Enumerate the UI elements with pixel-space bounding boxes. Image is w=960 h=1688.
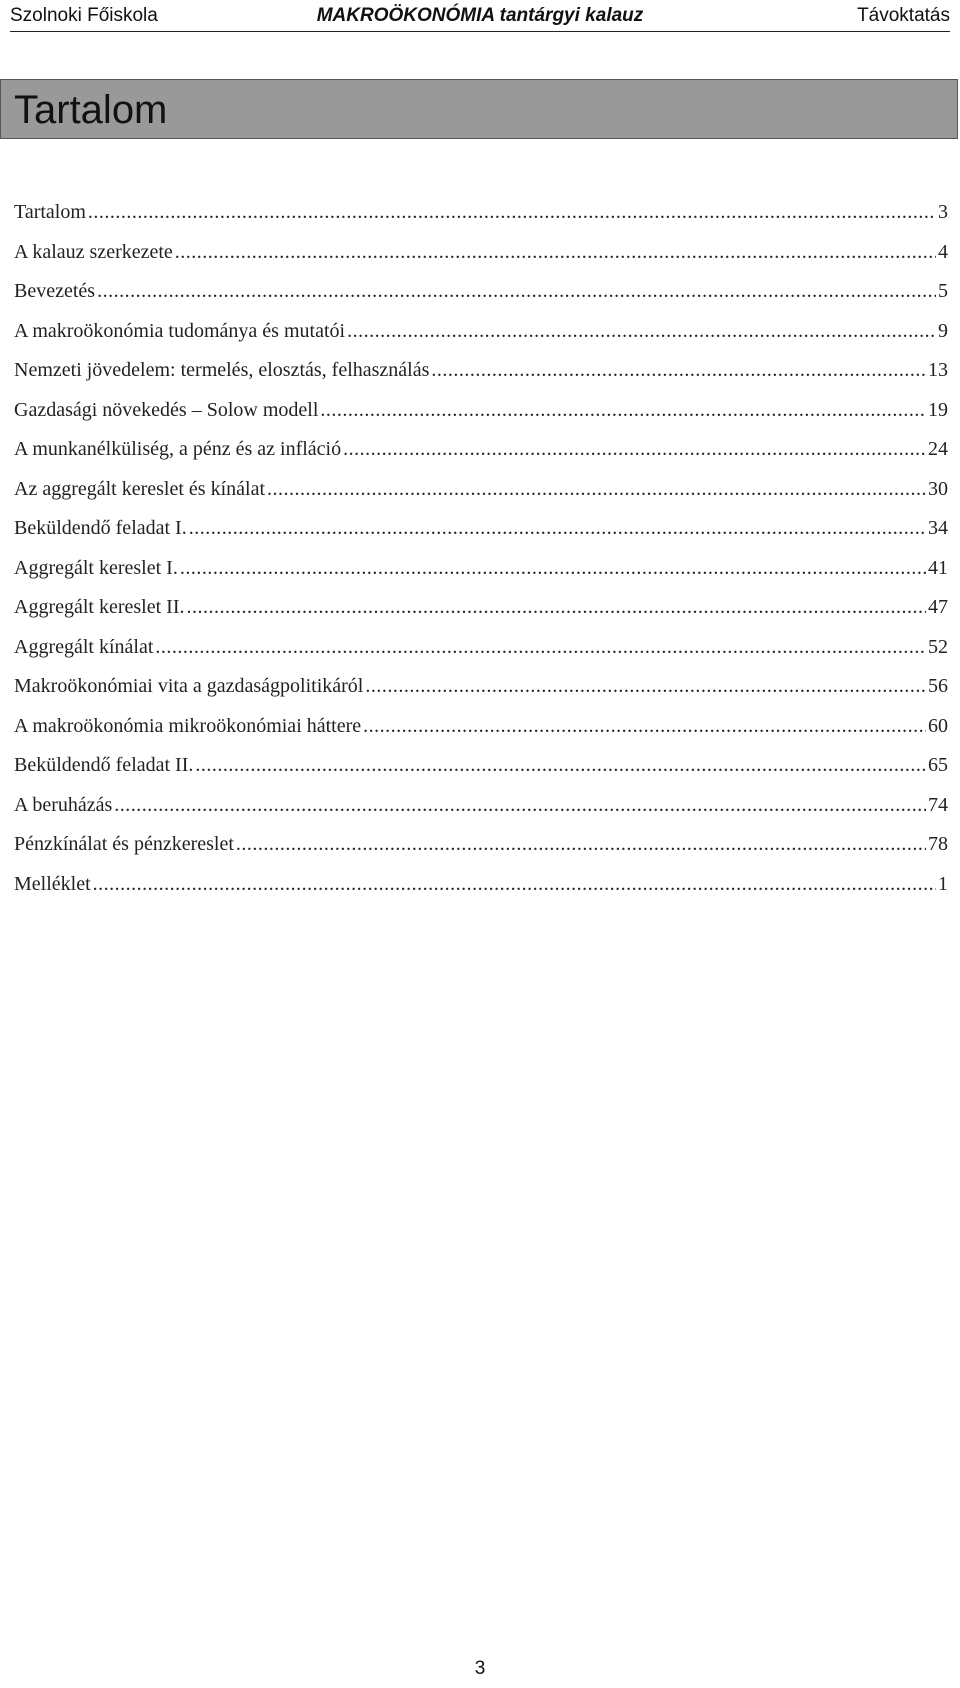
toc-entry[interactable] [14,707,948,747]
toc-entry-page: 74 [928,793,948,816]
toc-entry-label: Nemzeti jövedelem: termelés, elosztás, felhasználás [14,359,430,381]
toc-dot-leader [267,470,926,510]
toc-entry[interactable] [14,193,948,233]
toc-entry[interactable] [14,786,948,826]
toc-entry-label: Aggregált kereslet II. [14,596,185,618]
toc-entry-label: A munkanélküliség, a pénz és az infláció [14,438,342,460]
toc-entry[interactable] [14,351,948,391]
toc-entry[interactable] [14,509,948,549]
toc-dot-leader [189,509,926,549]
toc-dot-leader [363,707,926,747]
toc-entry[interactable] [14,746,948,786]
toc-entry-label: A kalauz szerkezete [14,240,173,263]
toc-entry-page: 3 [938,201,948,223]
toc-dot-leader [114,786,926,826]
toc-dot-leader [186,588,926,628]
toc-entry-label: A makroökonómia tudománya és mutatói [14,319,346,342]
toc-entry[interactable] [14,272,948,312]
toc-entry[interactable] [14,312,948,352]
toc-entry-label: Beküldendő feladat I. [14,517,187,539]
toc-entry-page: 34 [928,517,948,539]
toc-entry-page: 24 [928,438,948,460]
toc-dot-leader [88,193,936,233]
section-title-box [0,79,958,139]
toc-entry-page: 1 [938,872,948,895]
toc-entry[interactable] [14,628,948,668]
toc-dot-leader [431,351,926,391]
page-number: 3 [474,1658,486,1679]
toc-entry-label: Bevezetés [14,280,96,302]
toc-entry[interactable] [14,470,948,510]
header-course-title: MAKROÖKONÓMIA tantárgyi kalauz [316,5,644,26]
toc-dot-leader [343,430,926,470]
toc-dot-leader [195,746,926,786]
toc-dot-leader [365,667,926,707]
toc-entry-label: Aggregált kereslet I. [14,556,178,579]
toc-entry[interactable] [14,865,948,905]
toc-entry-page: 30 [928,477,948,500]
toc-entry-label: Beküldendő feladat II. [14,754,194,776]
toc-entry-label: Tartalom [14,201,86,223]
toc-entry[interactable] [14,233,948,273]
toc-dot-leader [180,549,926,589]
toc-dot-leader [175,233,936,273]
toc-entry-label: Pénzkínálat és pénzkereslet [14,833,234,855]
toc-entry-label: Az aggregált kereslet és kínálat [14,477,265,500]
page-title: Tartalom [14,88,168,132]
toc-entry-page: 19 [928,398,948,421]
toc-entry-page: 65 [928,754,948,776]
toc-entry-page: 60 [928,714,948,737]
toc-dot-leader [236,825,926,865]
toc-entry[interactable] [14,430,948,470]
toc-entry-page: 13 [928,359,948,381]
toc-dot-leader [347,312,936,352]
toc-entry-page: 47 [928,596,948,618]
toc-dot-leader [93,865,936,905]
toc-entry[interactable] [14,588,948,628]
toc-dot-leader [155,628,926,668]
header-mode: Távoktatás [857,5,950,26]
toc-entry-page: 9 [938,319,948,342]
page-header [10,0,950,32]
toc-entry-page: 41 [928,556,948,579]
toc-entry[interactable] [14,825,948,865]
toc-entry[interactable] [14,391,948,431]
toc-entry-label: Makroökonómiai vita a gazdaságpolitikáról [14,675,364,697]
toc-entry-label: A makroökonómia mikroökonómiai háttere [14,714,362,737]
toc-entry-label: Aggregált kínálat [14,635,154,658]
header-institution: Szolnoki Főiskola [10,5,158,26]
toc-entry-page: 5 [938,280,948,302]
table-of-contents [14,193,948,904]
toc-entry[interactable] [14,549,948,589]
toc-entry[interactable] [14,667,948,707]
toc-entry-page: 4 [938,240,948,263]
toc-dot-leader [320,391,926,431]
toc-entry-label: Gazdasági növekedés – Solow modell [14,398,319,421]
toc-entry-label: Melléklet [14,872,91,895]
toc-entry-page: 78 [928,833,948,855]
toc-entry-label: A beruházás [14,793,113,816]
toc-dot-leader [97,272,936,312]
toc-entry-page: 52 [928,635,948,658]
toc-entry-page: 56 [928,675,948,697]
